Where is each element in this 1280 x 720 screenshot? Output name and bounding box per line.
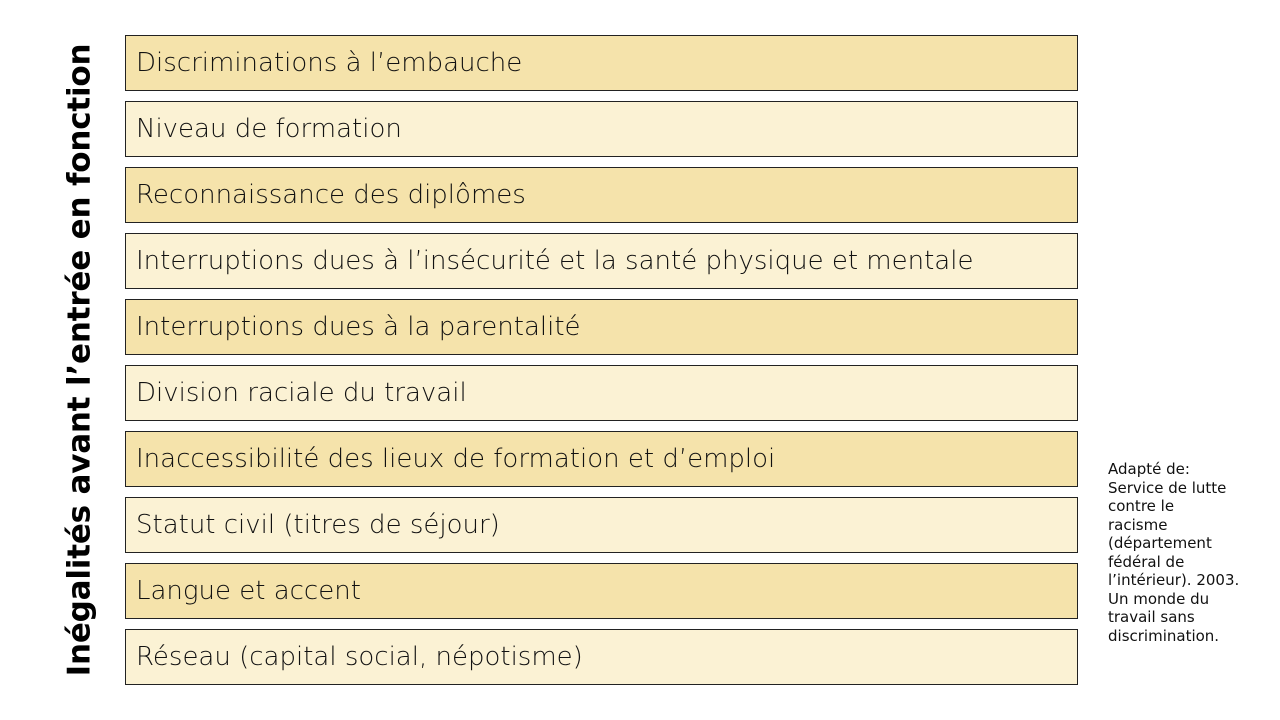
factor-item: [125, 167, 1078, 223]
factor-label: Interruptions dues à la parentalité: [136, 312, 581, 342]
factor-item: [125, 563, 1078, 619]
factor-item: [125, 299, 1078, 355]
factor-label: Réseau (capital social, népotisme): [136, 642, 583, 672]
factor-label: Reconnaissance des diplômes: [136, 180, 526, 210]
source-line: discrimination.: [1108, 626, 1220, 645]
factor-item: [125, 497, 1078, 553]
factor-item: [125, 431, 1078, 487]
source-line: fédéral de: [1108, 552, 1185, 571]
source-line: (département: [1108, 534, 1212, 552]
factor-label: Niveau de formation: [136, 114, 402, 144]
source-line: travail sans: [1108, 608, 1195, 626]
factor-item: [125, 101, 1078, 157]
source-citation: [1108, 460, 1268, 645]
factor-item: [125, 233, 1078, 289]
side-title-text: Inégalités avant l’entrée en fonction: [61, 43, 97, 677]
factor-list: [125, 35, 1078, 695]
factor-label: Statut civil (titres de séjour): [136, 510, 500, 540]
factor-item: [125, 629, 1078, 685]
source-line: contre le: [1108, 497, 1175, 515]
factor-label: Interruptions dues à l’insécurité et la santé physique et mentale: [136, 246, 974, 276]
factor-label: Langue et accent: [136, 576, 361, 606]
source-line: l’intérieur). 2003.: [1108, 571, 1240, 589]
factor-item: [125, 365, 1078, 421]
factor-label: Division raciale du travail: [136, 378, 467, 408]
factor-item: [125, 35, 1078, 91]
source-line: Un monde du: [1108, 589, 1210, 608]
source-line: Service de lutte: [1108, 478, 1227, 497]
factor-label: Discriminations à l’embauche: [136, 48, 523, 78]
source-line: racisme: [1108, 515, 1168, 534]
factor-label: Inaccessibilité des lieux de formation et d’emploi: [136, 444, 776, 474]
source-line: Adapté de:: [1108, 460, 1190, 478]
